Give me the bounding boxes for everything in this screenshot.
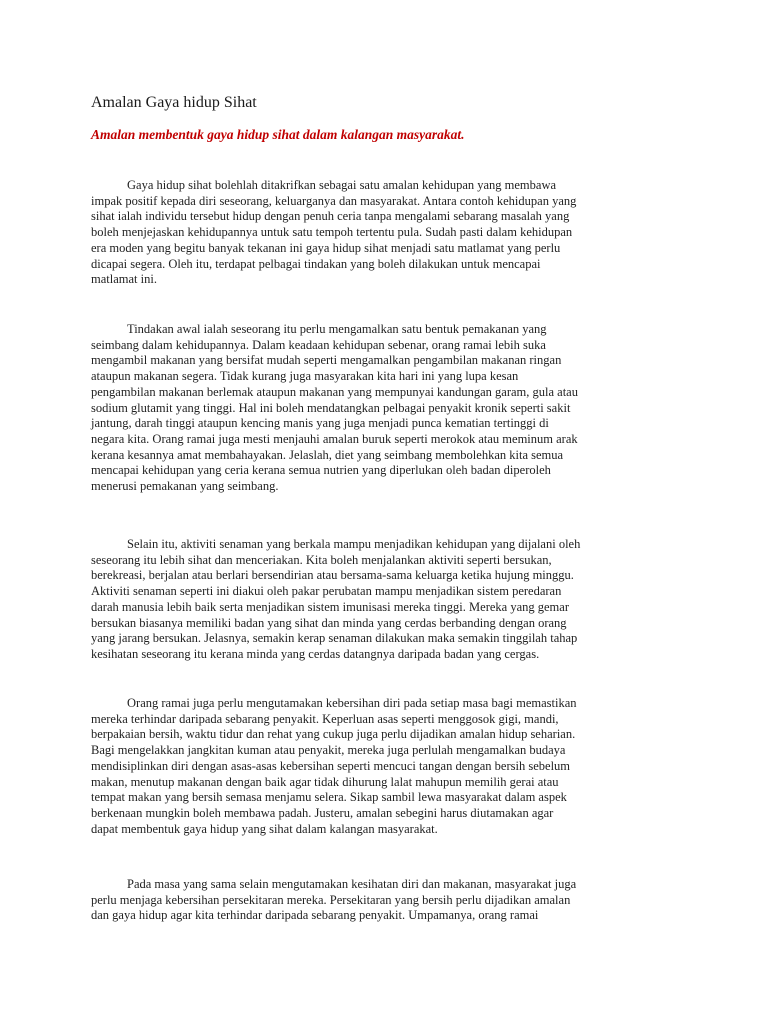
paragraph-line: yang jarang bersukan. Jelasnya, semakin kerap senaman dilakukan maka semakin tinggilah tahap — [91, 631, 578, 646]
paragraph-line: mendisiplinkan diri dengan asas-asas kebersihan seperti mencuci tangan dengan bersih sebelum — [91, 758, 571, 773]
paragraph-line: perlu menjaga kebersihan persekitaran mereka. Persekitaran yang bersih perlu dijadikan amalan — [91, 892, 571, 907]
paragraph-line: mencapai kehidupan yang ceria kerana semua nutrien yang diperlukan oleh badan diperoleh — [91, 463, 551, 478]
paragraph-line: matlamat ini. — [91, 272, 157, 287]
paragraph-definition — [91, 178, 683, 288]
paragraph-line: darah manusia lebih baik serta menjadikan sistem imunisasi mereka tinggi. Mereka yang gemar — [91, 599, 569, 614]
paragraph-line: seseorang itu lebih sihat dan menceriakan. Kita boleh menjalankan aktiviti seperti bersukan, — [91, 552, 552, 567]
paragraph-exercise — [91, 537, 683, 663]
paragraph-line: tempat makan yang bersih semasa menjamu selera. Sikap sambil lewa masyarakat dalam aspek — [91, 790, 567, 805]
paragraph-line: menerusi pemakanan yang seimbang. — [91, 479, 279, 494]
paragraph-line: negara kita. Orang ramai juga mesti menjauhi amalan buruk seperti merokok atau meminum arak — [91, 431, 578, 446]
paragraph-line: jantung, darah tinggi ataupun kencing manis yang juga menjadi punca kematian tertinggi di — [91, 416, 549, 431]
paragraph-line: dapat membentuk gaya hidup yang sihat dalam kalangan masyarakat. — [91, 821, 438, 836]
paragraph-line: pengambilan makanan berlemak ataupun makanan yang mempunyai kandungan garam, gula atau — [91, 384, 578, 399]
paragraph-line: Pada masa yang sama selain mengutamakan kesihatan diri dan makanan, masyarakat juga — [127, 877, 577, 891]
document-title: Amalan Gaya hidup Sihat — [91, 94, 257, 111]
document-subtitle: Amalan membentuk gaya hidup sihat dalam kalangan masyarakat. — [91, 127, 465, 142]
paragraph-line: makan, menutup makanan dengan baik agar tidak dihurung lalat mahupun memilih gerai atau — [91, 774, 559, 789]
paragraph-line: berkenaan mungkin boleh membawa padah. Justeru, amalan sebegini harus diutamakan agar — [91, 805, 554, 820]
paragraph-line: Bagi mengelakkan jangkitan kuman atau penyakit, mereka juga perlulah mengamalkan budaya — [91, 743, 566, 758]
paragraph-line: Tindakan awal ialah seseorang itu perlu mengamalkan satu bentuk pemakanan yang — [127, 322, 547, 336]
paragraph-diet — [91, 322, 683, 495]
paragraph-line: dan gaya hidup agar kita terhindar daripada sebarang penyakit. Umpamanya, orang ramai — [91, 908, 539, 923]
paragraph-line: berpakaian bersih, waktu tidur dan rehat yang cukup juga perlu dijadikan amalan hidup seharian. — [91, 727, 576, 742]
paragraph-line: Selain itu, aktiviti senaman yang berkala mampu menjadikan kehidupan yang dijalani oleh — [127, 537, 581, 551]
paragraph-line: bersukan biasanya memiliki badan yang sihat dan minda yang cerdas berbanding dengan orang — [91, 615, 567, 630]
paragraph-line: kerana kesannya amat membahayakan. Jelaslah, diet yang seimbang membolehkan kita semua — [91, 447, 564, 462]
paragraph-line: seimbang dalam kehidupannya. Dalam keadaan kehidupan sebenar, orang ramai lebih suka — [91, 337, 546, 352]
paragraph-line: Aktiviti senaman seperti ini diakui oleh pakar perubatan mampu menjadikan sistem peredaran — [91, 584, 562, 599]
paragraph-line: kesihatan seseorang itu kerana minda yang cerdas datangnya daripada badan yang cergas. — [91, 646, 540, 661]
paragraph-line: era moden yang begitu banyak tekanan ini gaya hidup sihat menjadi satu matlamat yang perlu — [91, 240, 561, 255]
paragraph-line: Gaya hidup sihat bolehlah ditakrifkan sebagai satu amalan kehidupan yang membawa — [127, 178, 557, 192]
paragraph-line: mereka terhindar daripada sebarang penyakit. Keperluan asas seperti menggosok gigi, mandi, — [91, 711, 559, 726]
paragraph-line: ataupun makanan segera. Tidak kurang juga masyarakan kita hari ini yang lupa kesan — [91, 369, 519, 384]
paragraph-line: mengambil makanan yang bersifat mudah seperti mengamalkan pengambilan makanan ringan — [91, 353, 562, 368]
paragraph-line: impak positif kepada diri seseorang, keluarganya dan masyarakat. Antara contoh kehidupan yang — [91, 193, 577, 208]
paragraph-line: dicapai segera. Oleh itu, terdapat pelbagai tindakan yang boleh dilakukan untuk mencapai — [91, 256, 541, 271]
paragraph-line: sihat ialah individu tersebut hidup dengan penuh ceria tanpa mengalami sebarang masalah yang — [91, 209, 570, 224]
paragraph-line: Orang ramai juga perlu mengutamakan kebersihan diri pada setiap masa bagi memastikan — [127, 696, 577, 710]
paragraph-line: berekreasi, berjalan atau berlari bersendirian atau bersama-sama keluarga ketika hujung minggu. — [91, 568, 574, 583]
paragraph-line: boleh menjejaskan kehidupannya untuk satu tempoh tertentu pula. Sudah pasti dalam kehidupan — [91, 225, 573, 240]
paragraph-hygiene — [91, 696, 683, 837]
paragraph-line: sodium glutamit yang tinggi. Hal ini boleh mendatangkan pelbagai penyakit kronik seperti sakit — [91, 400, 571, 415]
paragraph-environment — [91, 877, 683, 924]
